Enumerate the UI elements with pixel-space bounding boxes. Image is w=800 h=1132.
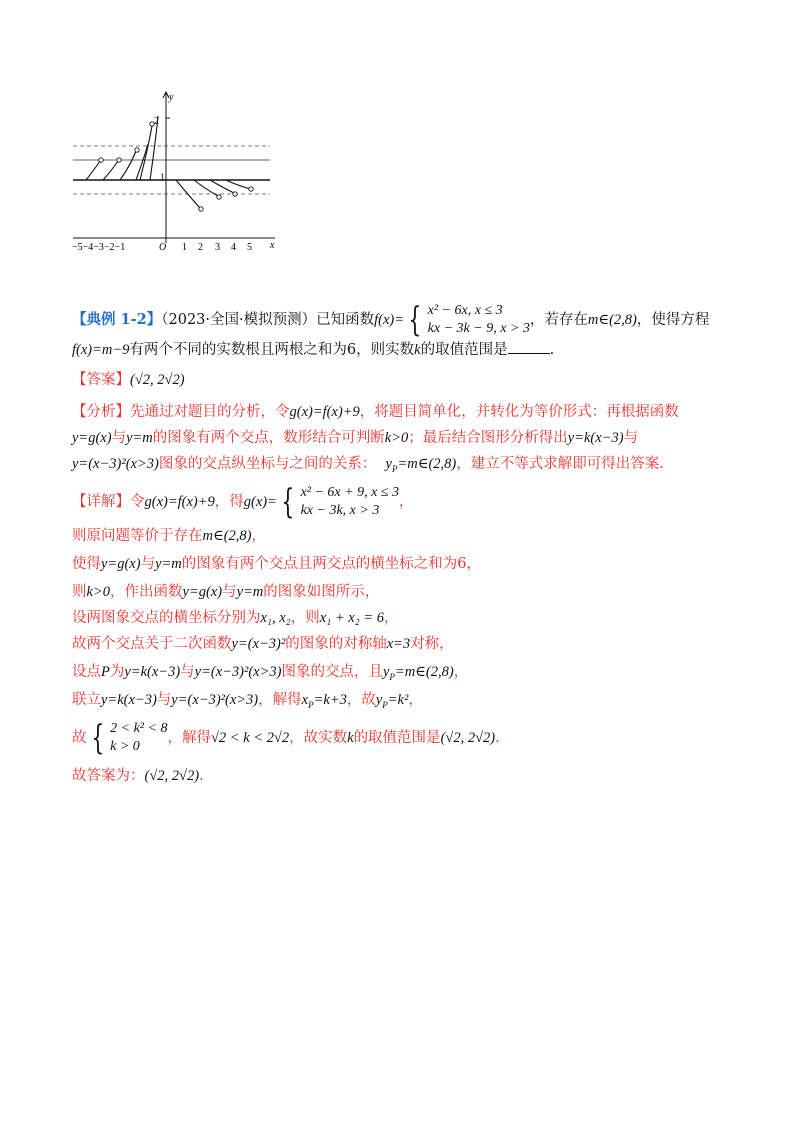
origin-label: O xyxy=(159,242,167,253)
x-tick-5: 5 xyxy=(247,242,252,253)
piecewise-g: { x² − 6x + 9, x ≤ 3 kx − 3k, x > 3 xyxy=(281,482,399,522)
detail-line-9: 故 { 2 < k² < 8 k > 0 ，解得√2 < k < 2√2，故实数k的取值范围是(√2, 2√2). xyxy=(72,718,500,758)
example-line-2: f(x)=m−9有两个不同的实数根且两根之和为6，则实数k的取值范围是 . xyxy=(72,338,554,362)
x-axis-label: x xyxy=(270,240,275,251)
detail-line-7: 设点P为y=k(x−3)与y=(x−3)²(x>3)图象的交点，且$y_P=m\in(2,8)$， xyxy=(72,664,469,682)
x-ticks-negative: −5−4−3−2−1 xyxy=(72,242,126,253)
x-tick-3: 3 xyxy=(215,242,220,253)
analysis-label: 【分析】 xyxy=(72,404,130,420)
x-tick-4: 4 xyxy=(231,242,236,253)
detail-line-6: 故两个交点关于二次函数y=(x−3)²的图象的对称轴x=3对称， xyxy=(72,636,454,652)
piecewise-f: { x² − 6x, x ≤ 3 kx − 3k − 9, x > 3 xyxy=(408,300,530,340)
detail-line-4: 则k>0，作出函数y=g(x)与y=m的图象如图所示， xyxy=(72,584,380,600)
answer-label: 【答案】 xyxy=(72,372,130,388)
answer-line xyxy=(72,368,185,392)
answer-blank xyxy=(508,339,550,354)
analysis-line-3: y=(x−3)²(x>3)图象的交点纵坐标与之间的关系： $y_P=m\in(2,8)$，建立不等式求解即可得出答案. xyxy=(72,456,664,474)
detail-line-3: 使得y=g(x)与y=m的图象有两个交点且两交点的横坐标之和为6， xyxy=(72,556,482,572)
detail-line-8: 联立y=k(x−3)与y=(x−3)²(x>3)，解得$x_P=k+3$，故$y_P=k^2$， xyxy=(72,692,423,710)
y-tick-2: 2 xyxy=(154,116,159,127)
detail-line-5: 设两图象交点的横坐标分别为x₁, x₂，则x₁ + x₂ = 6， xyxy=(72,610,399,626)
detail-line-1: 【详解】令g(x)=f(x)+9，得g(x)= { x² − 6x + 9, x ≤ 3 kx − 3k, x > 3 ， xyxy=(72,482,414,522)
detail-label: 【详解】 xyxy=(72,494,130,510)
y-axis-label: y xyxy=(169,92,174,103)
example-source: （2023·全国·模拟预测）已知函数 xyxy=(161,312,375,328)
answer-value: (√2, 2√2) xyxy=(130,372,185,388)
y-tick-1: 1 xyxy=(160,172,165,182)
example-tag: 【典例 1-2】 xyxy=(72,311,162,328)
system-of-inequalities: { 2 < k² < 8 k > 0 xyxy=(90,718,168,758)
analysis-line-1: 【分析】先通过对题目的分析，令g(x)=f(x)+9，将题目简单化，并转化为等价形式：再根据函数 xyxy=(72,404,679,420)
detail-line-2: 则原问题等价于存在m∈(2,8)， xyxy=(72,528,266,544)
x-tick-2: 2 xyxy=(198,242,203,253)
function-graph xyxy=(70,88,285,258)
example-line-1: 【典例 1-2】（2023·全国·模拟预测）已知函数f(x)= { x² − 6x, x ≤ 3 kx − 3k − 9, x > 3 ，若存在m∈(2,8)，使得方程 xyxy=(72,300,710,340)
detail-line-10: 故答案为：(√2, 2√2). xyxy=(72,768,204,784)
x-tick-1: 1 xyxy=(182,242,187,253)
analysis-line-2: y=g(x)与y=m的图象有两个交点，数形结合可判断k>0；最后结合图形分析得出y=k(x−3)与 xyxy=(72,430,639,446)
